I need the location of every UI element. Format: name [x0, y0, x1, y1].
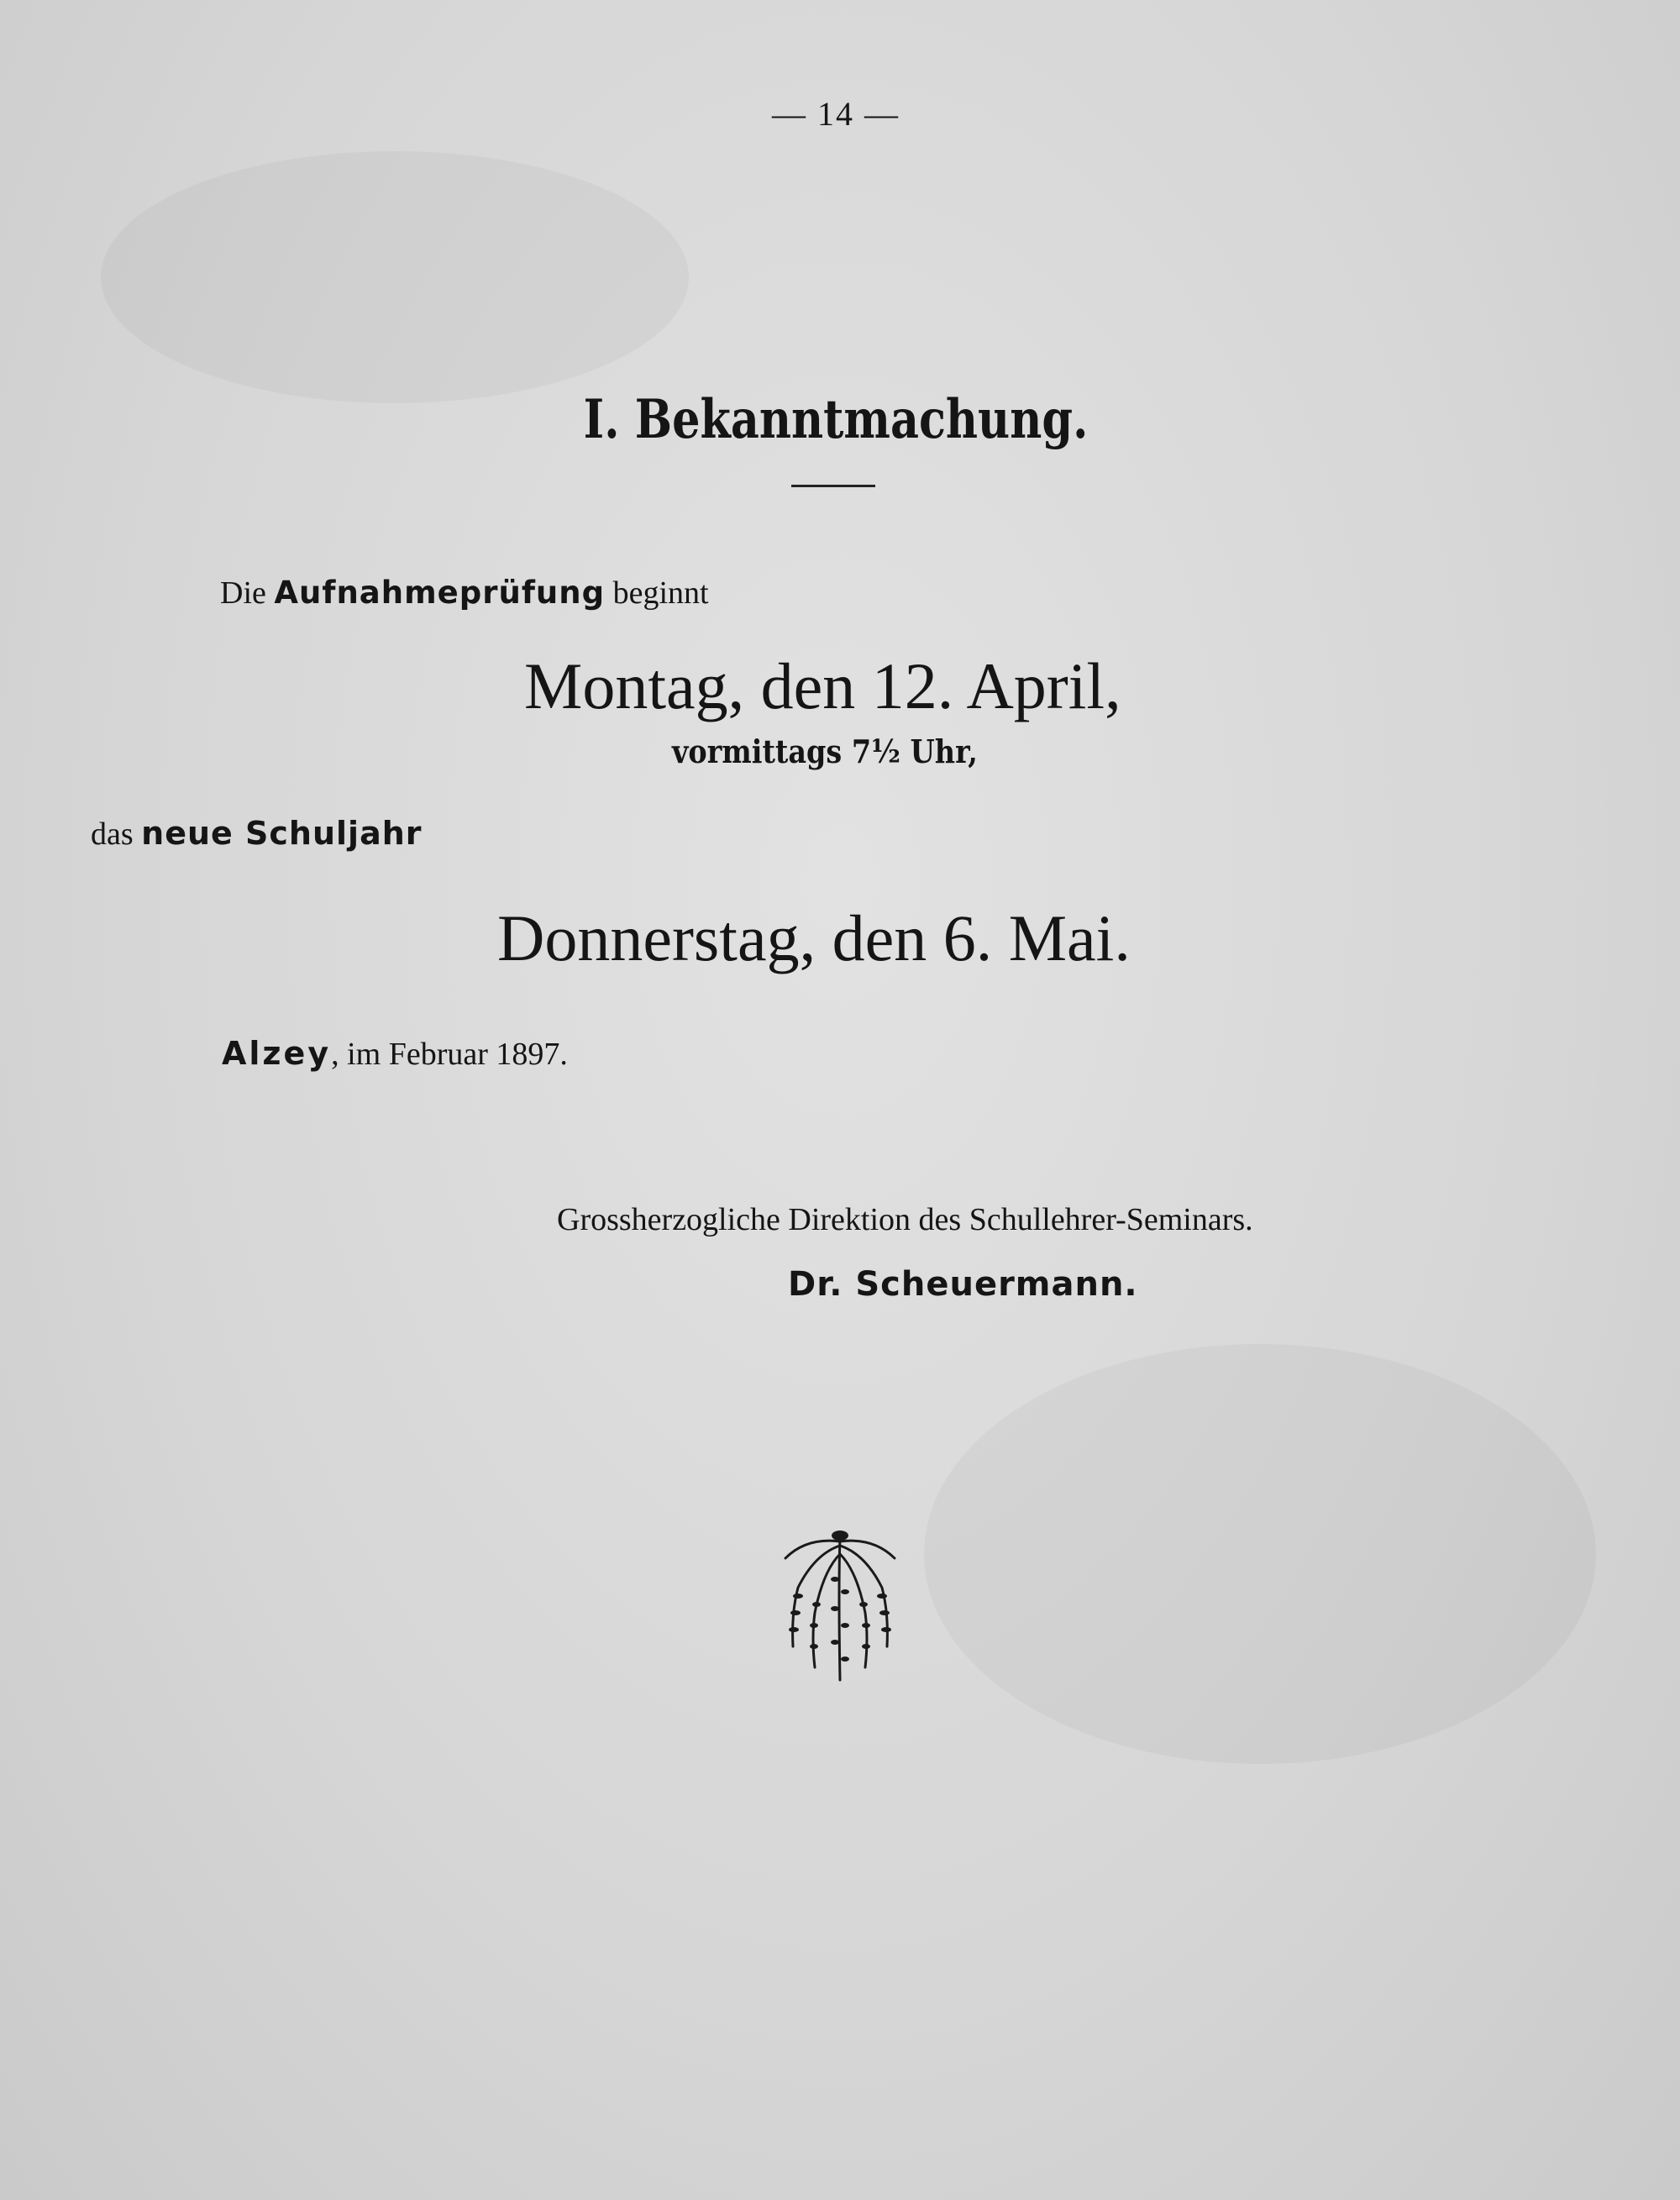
fern-ornament-icon [773, 1520, 907, 1688]
exam-time: vormittags 7½ Uhr, [672, 732, 978, 770]
page-number: — 14 — [772, 95, 900, 133]
exam-start-suffix: beginnt [605, 575, 709, 611]
place-and-date [222, 1035, 568, 1073]
school-year-date: Donnerstag, den 6. Mai. [497, 901, 1131, 974]
section-title: I. Bekanntmachung. [583, 388, 1089, 451]
school-year-prefix: das [91, 816, 142, 852]
issue-date: , im Februar 1897. [331, 1037, 568, 1072]
title-divider [791, 485, 875, 487]
exam-start-line [220, 575, 709, 612]
school-year-line [91, 815, 423, 853]
issuing-authority: Grossherzogliche Direktion des Schullehrer-Seminars. [557, 1202, 1253, 1237]
exam-start-prefix: Die [220, 575, 275, 611]
place-name: Alzey [222, 1035, 332, 1072]
exam-date: Montag, den 12. April, [524, 649, 1121, 722]
paper-stain [924, 1344, 1596, 1764]
school-year-label: neue Schuljahr [141, 815, 423, 852]
exam-name: Aufnahmeprüfung [274, 575, 606, 611]
paper-stain [101, 151, 689, 403]
signature: Dr. Scheuermann. [788, 1265, 1138, 1304]
